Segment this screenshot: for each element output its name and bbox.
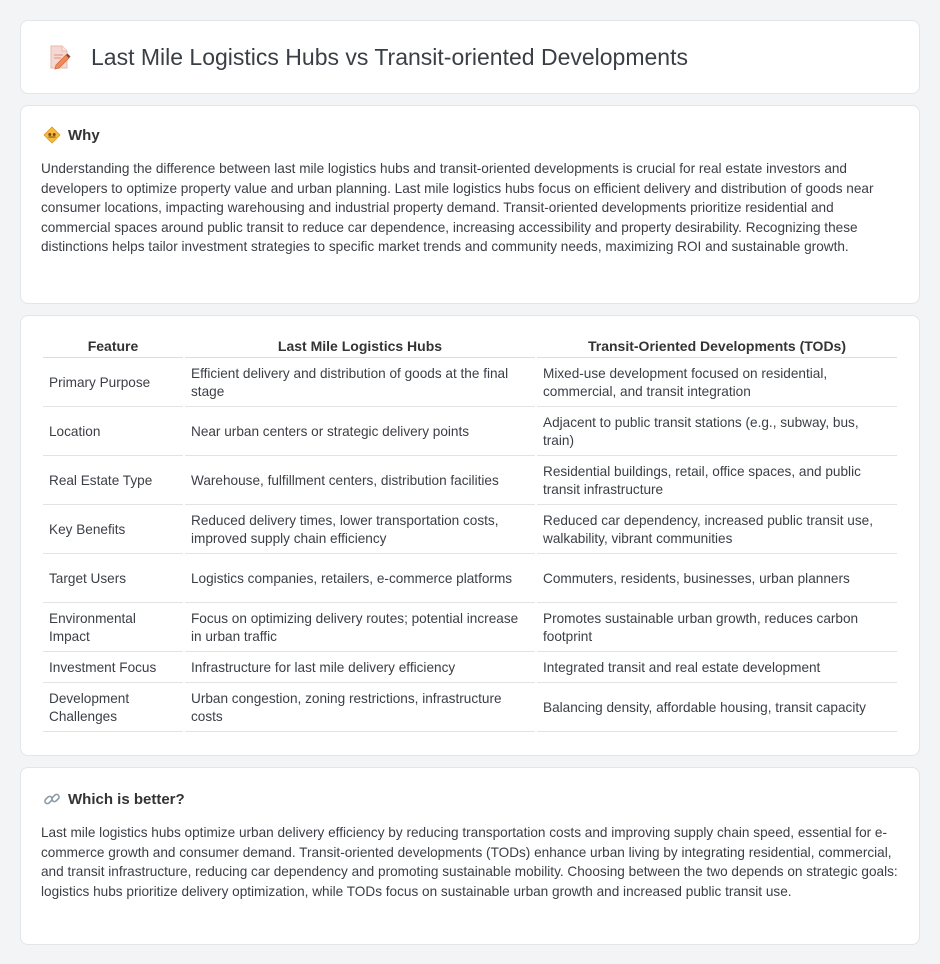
- row-logistics-cell: Logistics companies, retailers, e-commerce platforms: [185, 554, 535, 603]
- row-feature-cell: Primary Purpose: [43, 358, 183, 407]
- link-icon: [43, 790, 61, 808]
- row-logistics-cell: Warehouse, fulfillment centers, distribution facilities: [185, 456, 535, 505]
- comparison-table-card: [20, 315, 920, 756]
- better-heading: Which is better?: [68, 790, 185, 808]
- table-row: [43, 505, 897, 554]
- table-row: [43, 652, 897, 683]
- row-logistics-cell: Efficient delivery and distribution of goods at the final stage: [185, 358, 535, 407]
- table-header-row: [43, 334, 897, 358]
- better-heading-row: [41, 790, 899, 808]
- column-header-logistics-hubs: Last Mile Logistics Hubs: [185, 334, 535, 358]
- table-row: [43, 358, 897, 407]
- row-tod-cell: Residential buildings, retail, office spaces, and public transit infrastructure: [537, 456, 897, 505]
- row-tod-cell: Integrated transit and real estate development: [537, 652, 897, 683]
- which-is-better-section: [20, 767, 920, 945]
- why-section: [20, 105, 920, 304]
- title-card: [20, 20, 920, 94]
- why-heading-row: [41, 126, 899, 144]
- table-row: [43, 407, 897, 456]
- why-text: Understanding the difference between last mile logistics hubs and transit-oriented developments is crucial for real estate investors and developers to optimize property value and urban planning. Last mile logistics hubs focus on efficient delivery and distribution of goods near consumer locations, impacting warehousing and industrial property demand. Transit-oriented developments prioritize residential and commercial spaces around public transit to reduce car dependence, increasing accessibility and property desirability. Recognizing these distinctions helps tailor investment strategies to specific market trends and community needs, maximizing ROI and sustainable growth.: [41, 161, 874, 255]
- row-feature-cell: Target Users: [43, 554, 183, 603]
- row-logistics-cell: Near urban centers or strategic delivery points: [185, 407, 535, 456]
- comparison-table: [41, 334, 899, 732]
- row-logistics-cell: Infrastructure for last mile delivery efficiency: [185, 652, 535, 683]
- row-tod-cell: Promotes sustainable urban growth, reduces carbon footprint: [537, 603, 897, 652]
- column-header-tods: Transit-Oriented Developments (TODs): [537, 334, 897, 358]
- page-title: Last Mile Logistics Hubs vs Transit-oriented Developments: [91, 43, 688, 70]
- row-tod-cell: Balancing density, affordable housing, transit capacity: [537, 683, 897, 732]
- row-tod-cell: Adjacent to public transit stations (e.g., subway, bus, train): [537, 407, 897, 456]
- table-row: [43, 683, 897, 732]
- row-tod-cell: Mixed-use development focused on residential, commercial, and transit integration: [537, 358, 897, 407]
- row-feature-cell: Environmental Impact: [43, 603, 183, 652]
- row-logistics-cell: Reduced delivery times, lower transportation costs, improved supply chain efficiency: [185, 505, 535, 554]
- row-feature-cell: Real Estate Type: [43, 456, 183, 505]
- hands-icon: [43, 126, 61, 144]
- better-text: Last mile logistics hubs optimize urban delivery efficiency by reducing transportation costs and improving supply chain speed, essential for e-commerce growth and consumer demand. Transit-oriented developments (TODs) enhance urban living by integrating residential, commercial, and transit infrastructure, reducing car dependency and promoting sustainable mobility. Choosing between the two depends on strategic goals: logistics hubs prioritize delivery optimization, while TODs focus on sustainable urban growth and increased public transit use.: [41, 825, 898, 899]
- row-logistics-cell: Focus on optimizing delivery routes; potential increase in urban traffic: [185, 603, 535, 652]
- row-tod-cell: Reduced car dependency, increased public transit use, walkability, vibrant communities: [537, 505, 897, 554]
- why-heading: Why: [68, 126, 100, 144]
- table-row: [43, 554, 897, 603]
- table-row: [43, 456, 897, 505]
- row-feature-cell: Location: [43, 407, 183, 456]
- row-tod-cell: Commuters, residents, businesses, urban planners: [537, 554, 897, 603]
- column-header-feature: Feature: [43, 334, 183, 358]
- pencil-document-icon: [45, 43, 73, 71]
- table-row: [43, 603, 897, 652]
- row-feature-cell: Development Challenges: [43, 683, 183, 732]
- row-feature-cell: Key Benefits: [43, 505, 183, 554]
- row-logistics-cell: Urban congestion, zoning restrictions, infrastructure costs: [185, 683, 535, 732]
- row-feature-cell: Investment Focus: [43, 652, 183, 683]
